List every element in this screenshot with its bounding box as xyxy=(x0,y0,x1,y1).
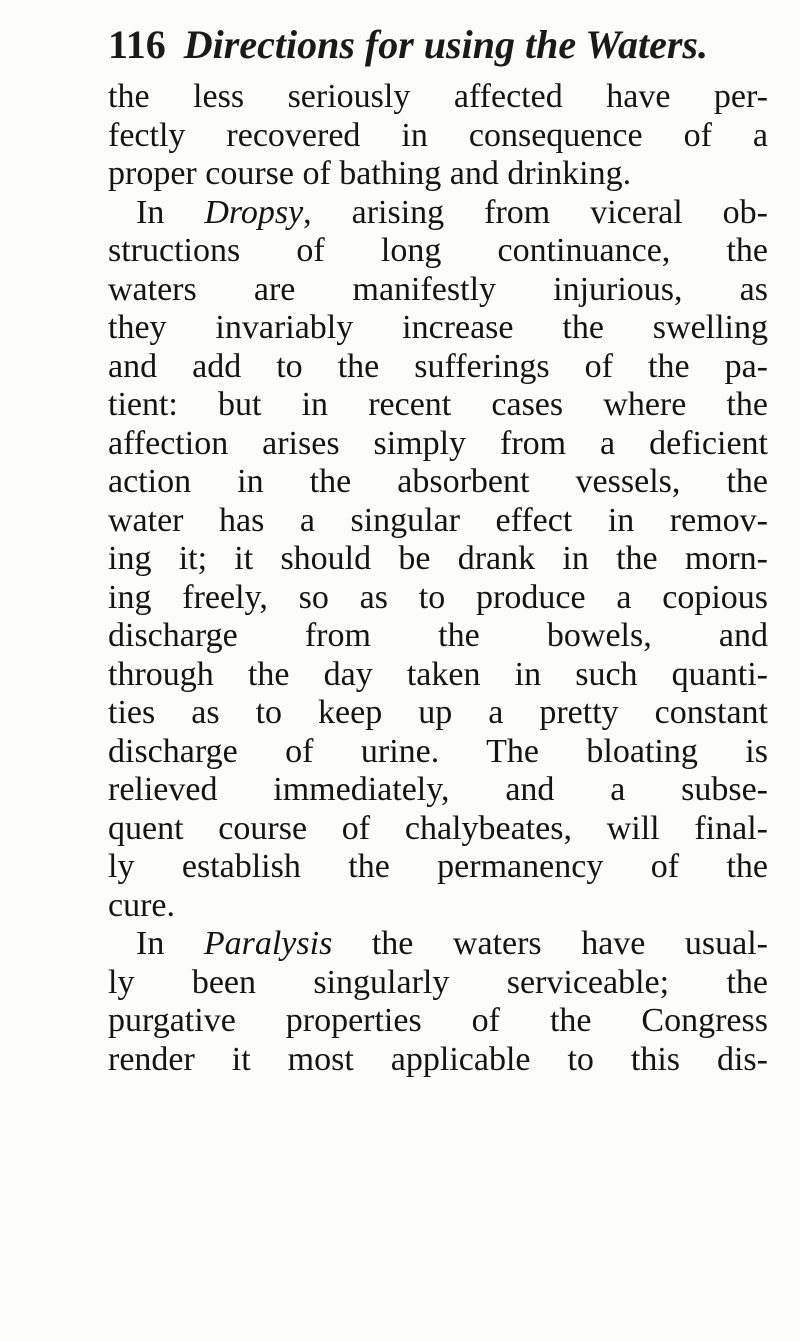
text-line-content: action in the absorbent vessels, the xyxy=(108,463,768,500)
text-line-content: ing freely, so as to produce a copious xyxy=(108,578,768,616)
text-line xyxy=(108,386,768,425)
text-line-content: affection arises simply from a deficient xyxy=(108,424,768,462)
text-line-content: ties as to keep up a pretty constant xyxy=(108,694,768,731)
text-line xyxy=(108,1002,768,1041)
text-line xyxy=(108,1041,768,1080)
text-line-content: they invariably increase the swelling xyxy=(108,309,768,346)
text-line xyxy=(108,425,768,464)
text-line xyxy=(108,656,768,695)
text-line-content: , arising from viceral ob- xyxy=(303,193,768,231)
text-line xyxy=(108,232,768,271)
page-number: 116 xyxy=(108,22,166,67)
text-line-lead: In xyxy=(136,193,205,231)
text-line-content: cure. xyxy=(108,886,176,924)
text-line xyxy=(108,463,768,502)
text-line-content: ing it; it should be drank in the morn- xyxy=(108,540,768,577)
body-text xyxy=(108,78,768,1079)
text-line xyxy=(108,78,768,117)
text-line-content: and add to the sufferings of the pa- xyxy=(108,347,768,385)
text-line-content: discharge of urine. The bloating is xyxy=(108,732,768,770)
italic-term: Dropsy xyxy=(204,193,304,231)
text-line-content: render it most applicable to this dis- xyxy=(108,1040,768,1078)
text-line xyxy=(108,964,768,1003)
text-line-content: relieved immediately, and a subse- xyxy=(108,771,768,808)
text-line-content: the less seriously affected have per- xyxy=(108,78,768,115)
text-line xyxy=(108,579,768,618)
text-line xyxy=(108,117,768,156)
text-line-lead: In xyxy=(136,925,204,962)
text-line xyxy=(108,271,768,310)
text-line-content: through the day taken in such quanti- xyxy=(108,655,768,693)
text-line-content: discharge from the bowels, and xyxy=(108,617,768,654)
text-line-content: water has a singular effect in remov- xyxy=(108,501,768,539)
text-line xyxy=(108,502,768,541)
text-line xyxy=(108,733,768,772)
text-line xyxy=(108,348,768,387)
italic-term: Paralysis xyxy=(203,925,333,962)
text-line-content: ly establish the permanency of the xyxy=(108,848,768,885)
text-line xyxy=(108,155,768,194)
text-line xyxy=(108,925,768,964)
text-line-content: ly been singularly serviceable; the xyxy=(108,963,768,1001)
text-line-content: proper course of bathing and drinking. xyxy=(108,155,632,192)
text-line xyxy=(108,887,768,926)
text-line-content: fectly recovered in consequence of a xyxy=(108,116,768,154)
text-line xyxy=(108,194,768,233)
text-line xyxy=(108,810,768,849)
text-line-content: waters are manifestly injurious, as xyxy=(108,270,768,308)
running-head xyxy=(108,20,768,70)
text-line-content: the waters have usual- xyxy=(332,925,768,962)
text-line-content: structions of long continuance, the xyxy=(108,232,768,269)
text-line-content: quent course of chalybeates, will final- xyxy=(108,809,768,847)
text-line xyxy=(108,617,768,656)
text-line xyxy=(108,694,768,733)
text-line xyxy=(108,540,768,579)
running-head-title: Directions for using the Waters. xyxy=(183,22,708,67)
text-line xyxy=(108,309,768,348)
text-line-content: tient: but in recent cases where the xyxy=(108,386,768,423)
text-line xyxy=(108,848,768,887)
text-line xyxy=(108,771,768,810)
text-line-content: purgative properties of the Congress xyxy=(108,1002,768,1039)
